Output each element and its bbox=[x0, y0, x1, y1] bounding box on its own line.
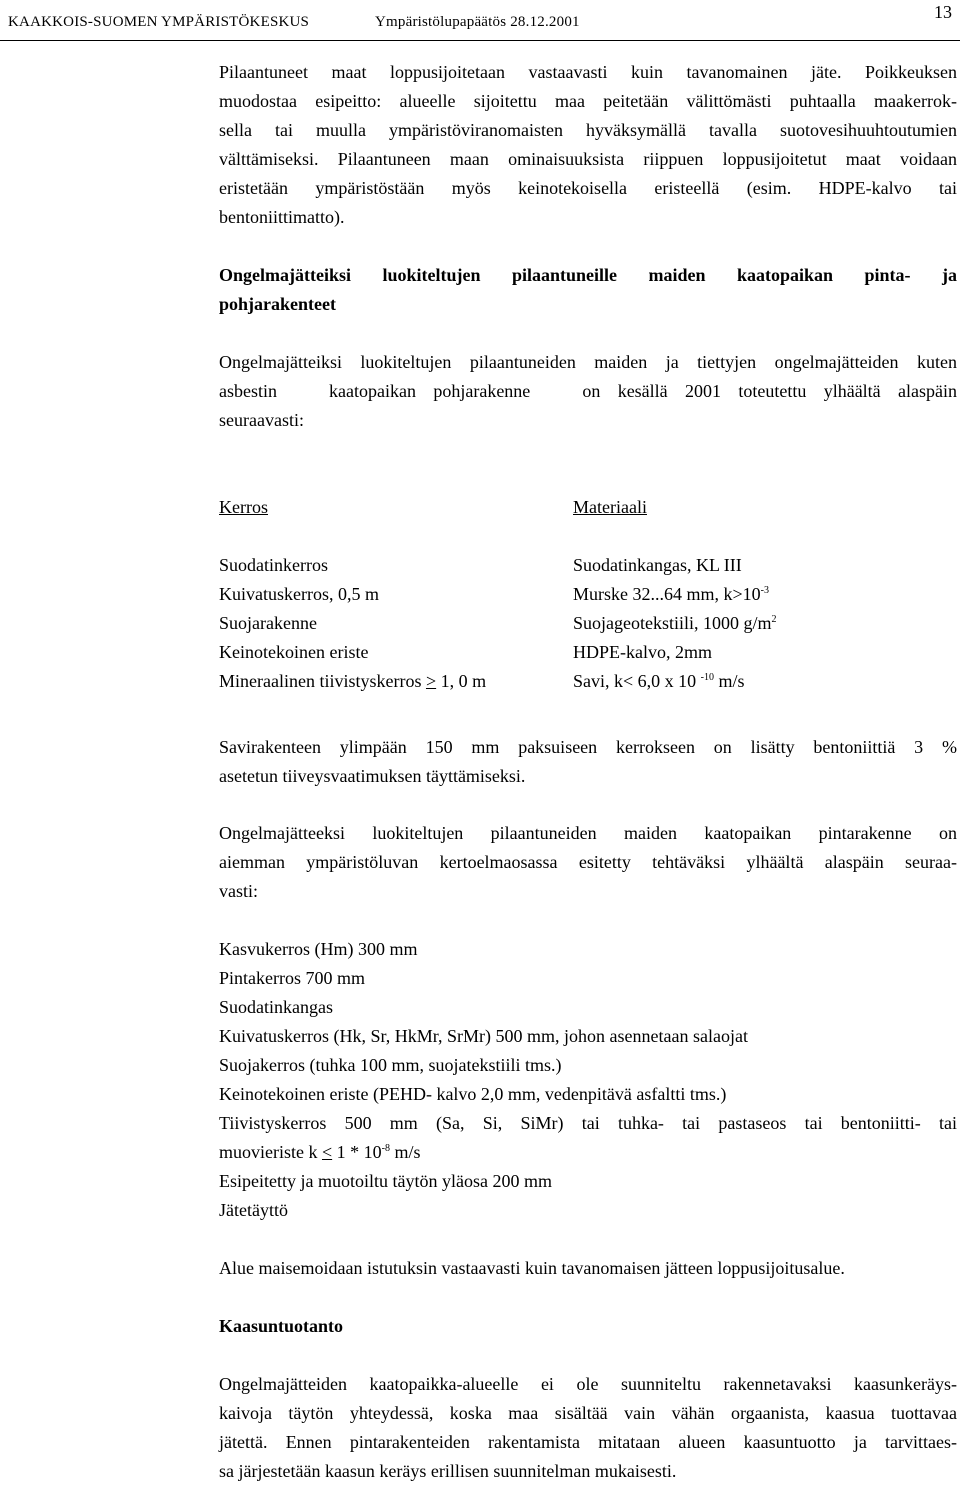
layer-material: Murske 32...64 mm, $k>10^{-3}$ bbox=[573, 584, 769, 604]
layer-name: Mineraalinen tiivistyskerros > 1, 0 m bbox=[219, 671, 487, 691]
section-heading-gas: Kaasuntuotanto bbox=[219, 1316, 344, 1336]
heading-line: pohjarakenteet bbox=[219, 294, 336, 314]
paragraph-line: välttämiseksi. Pilaantuneen maan ominaisuuksista riippuen loppusijoitetut maat voidaan bbox=[219, 149, 957, 169]
list-item: Tiivistyskerros 500 mm (Sa, Si, SiMr) tai tuhka- tai pastaseos tai bentoniitti- tai bbox=[219, 1113, 957, 1133]
heading-line: Ongelmajätteiksi luokiteltujen pilaantuneille maiden kaatopaikan pinta- ja bbox=[219, 265, 957, 285]
layer-material: Suodatinkangas, KL III bbox=[573, 555, 742, 575]
paragraph-bottom-structure bbox=[219, 348, 957, 435]
paragraph-line: Ongelmajätteiksi luokiteltujen pilaantuneiden maiden ja tiettyjen ongelmajätteiden kuten bbox=[219, 352, 957, 372]
list-item: Kasvukerros (Hm) 300 mm bbox=[219, 939, 418, 959]
table-row bbox=[219, 580, 957, 609]
paragraph-surface-structure bbox=[219, 819, 957, 906]
layers-table bbox=[219, 493, 957, 713]
exponent: 2 bbox=[771, 614, 777, 625]
paragraph-line: muodostaa esipeitto: alueelle sijoitettu maa peitetään välittömästi puhtaalla maakerrok- bbox=[219, 91, 957, 111]
greater-equal-symbol: > bbox=[425, 671, 437, 691]
table-row bbox=[219, 638, 957, 667]
table-row bbox=[219, 667, 957, 696]
layer-name: Kuivatuskerros, 0,5 m bbox=[219, 584, 379, 604]
list-item: Suodatinkangas bbox=[219, 997, 333, 1017]
paragraph-line: aiemman ympäristöluvan kertoelmaosassa esitetty tehtäväksi ylhäältä alaspäin seuraa- bbox=[219, 852, 957, 872]
layer-material: Savi, k< 6,0 x 10 $^{-10}$ m/s bbox=[573, 671, 745, 691]
paragraph-line: Ongelmajätteiden kaatopaikka-alueelle ei ole suunniteltu rakennetavaksi kaasunkeräys- bbox=[219, 1374, 957, 1394]
paragraph-line: asetetun tiiveysvaatimuksen täyttämiseksi. bbox=[219, 766, 526, 786]
paragraph-contaminated-soils bbox=[219, 58, 957, 232]
section-heading-structures bbox=[219, 261, 957, 319]
layer-name: Suojarakenne bbox=[219, 613, 317, 633]
less-equal-symbol: < bbox=[321, 1142, 333, 1162]
list-item: Kuivatuskerros (Hk, Sr, HkMr, SrMr) 500 mm, johon asennetaan salaojat bbox=[219, 1026, 748, 1046]
paragraph-line: bentoniittimatto). bbox=[219, 207, 345, 227]
table-row bbox=[219, 551, 957, 580]
paragraph-line: eristetään ympäristöstään myös keinotekoisella eristeellä (esim. HDPE-kalvo tai bbox=[219, 178, 957, 198]
header-organization: KAAKKOIS-SUOMEN YMPÄRISTÖKESKUS bbox=[8, 14, 310, 30]
page-number: 13 bbox=[934, 2, 952, 22]
header-document-title: Ympäristölupapäätös 28.12.2001 bbox=[375, 14, 580, 30]
layer-material: Suojageotekstiili, 1000 $g/m^2$ bbox=[573, 613, 777, 633]
paragraph-gas-collection bbox=[219, 1370, 957, 1486]
paragraph-line: sella tai muulla ympäristöviranomaisten hyväksymällä tavalla suotovesihuuhtoutumien bbox=[219, 120, 957, 140]
exponent: -8 bbox=[381, 1143, 390, 1154]
list-item: Keinotekoinen eriste (PEHD- kalvo 2,0 mm, vedenpitävä asfaltti tms.) bbox=[219, 1084, 727, 1104]
paragraph-line: Savirakenteen ylimpään 150 mm paksuiseen kerrokseen on lisätty bentoniittiä 3 % bbox=[219, 737, 957, 757]
column-header-layer: Kerros bbox=[219, 497, 268, 517]
header-divider bbox=[0, 40, 960, 41]
paragraph-line: sa järjestetään kaasun keräys erillisen suunnitelman mukaisesti. bbox=[219, 1461, 677, 1481]
layer-name: Suodatinkerros bbox=[219, 555, 328, 575]
paragraph-line: Pilaantuneet maat loppusijoitetaan vastaavasti kuin tavanomainen jäte. Poikkeuksen bbox=[219, 62, 957, 82]
exponent: -3 bbox=[760, 585, 769, 596]
paragraph-line: kaivoja täytön yhteydessä, koska maa sisältää vain vähän orgaanista, kaasua tuottavaa bbox=[219, 1403, 957, 1423]
list-item: Pintakerros 700 mm bbox=[219, 968, 365, 988]
document-body bbox=[219, 58, 957, 1486]
paragraph-line: vasti: bbox=[219, 881, 258, 901]
surface-layers-list bbox=[219, 935, 957, 1225]
exponent: -10 bbox=[700, 672, 714, 683]
layer-material: HDPE-kalvo, 2mm bbox=[573, 642, 712, 662]
paragraph-landscaping: Alue maisemoidaan istutuksin vastaavasti kuin tavanomaisen jätteen loppusijoitusalue. bbox=[219, 1258, 845, 1278]
list-item: Suojakerros (tuhka 100 mm, suojatekstiili tms.) bbox=[219, 1055, 562, 1075]
list-item: Jätetäyttö bbox=[219, 1200, 288, 1220]
paragraph-line: jätettä. Ennen pintarakenteiden rakentamista mitataan alueen kaasuntuotto ja tarvittaes- bbox=[219, 1432, 957, 1452]
list-item: muovieriste $k < 1 * 10^{-8}$ m/s bbox=[219, 1142, 421, 1162]
layer-name: Keinotekoinen eriste bbox=[219, 642, 369, 662]
paragraph-line: seuraavasti: bbox=[219, 410, 304, 430]
table-row bbox=[219, 609, 957, 638]
paragraph-line: Ongelmajätteeksi luokiteltujen pilaantuneiden maiden kaatopaikan pintarakenne on bbox=[219, 823, 957, 843]
page-header bbox=[0, 0, 960, 40]
paragraph-line: asbestin kaatopaikan pohjarakenne on kesällä 2001 toteutettu ylhäältä alaspäin bbox=[219, 381, 957, 401]
list-item: Esipeitetty ja muotoiltu täytön yläosa 200 mm bbox=[219, 1171, 552, 1191]
column-header-material: Materiaali bbox=[573, 497, 647, 517]
paragraph-bentonite bbox=[219, 733, 957, 791]
